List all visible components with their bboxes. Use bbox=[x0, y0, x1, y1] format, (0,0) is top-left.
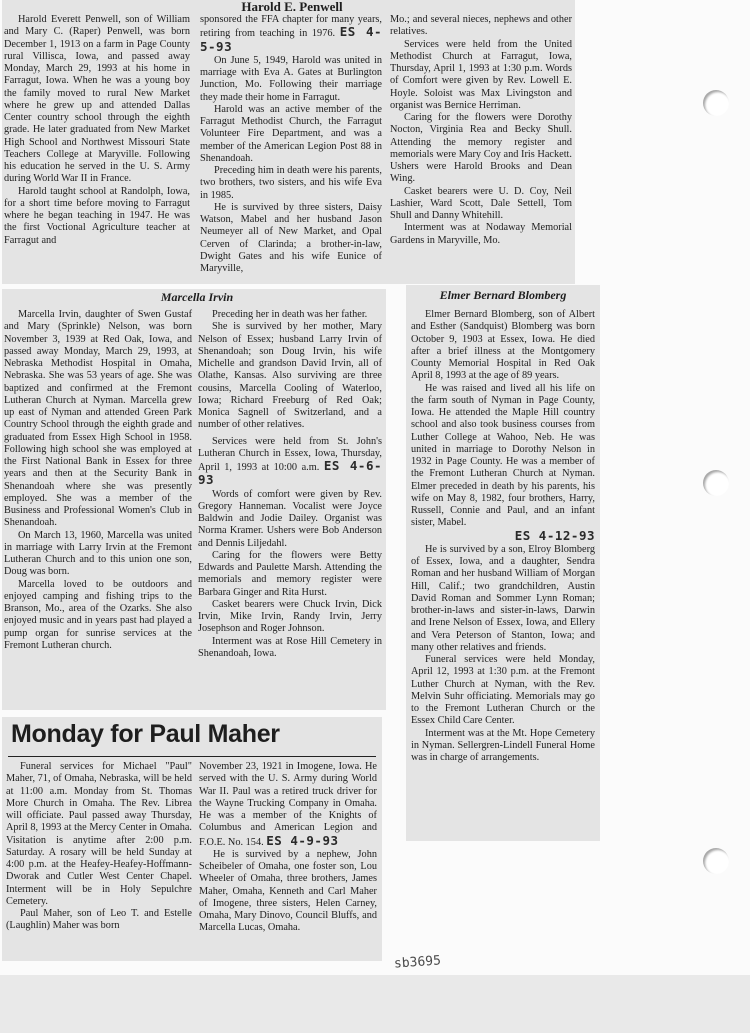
obituary-heading-maher: Monday for Paul Maher bbox=[11, 720, 280, 748]
handwritten-date-stamp: ES 4-12-93 bbox=[514, 527, 595, 543]
punch-hole-top bbox=[703, 90, 729, 116]
paragraph bbox=[199, 761, 377, 849]
handwritten-folder-code: sb3695 bbox=[393, 953, 442, 972]
obituary-heading-penwell: Harold E. Penwell bbox=[241, 0, 343, 14]
penwell-column-3 bbox=[390, 14, 572, 247]
clipping-maher bbox=[2, 717, 382, 961]
paragraph: Interment was at Nodaway Memorial Gardens in Maryville, Mo. bbox=[390, 222, 572, 246]
paragraph bbox=[200, 14, 382, 55]
irvin-column-1 bbox=[4, 309, 192, 652]
paragraph: He is survived by a son, Elroy Blomberg of Essex, Iowa, and a daughter, Sendra Roman and her husband William of Morgan Hill, Calif.; two grandchildren, Austin David Roman and Sommer Lynn Roman; brother-in-laws and sister-in-laws, Darwin and Irene Nelson of Essex, Iowa, and Ellery and Vera Peterson of Stanton, Iowa; and many other relatives and friends. bbox=[411, 543, 595, 653]
paragraph: Preceding him in death were his parents, two brothers, two sisters, and his wife Eva in 1985. bbox=[200, 165, 382, 201]
handwritten-date-stamp: ES 4-5-93 bbox=[200, 24, 382, 54]
paragraph: Services were held from the United Methodist Church at Farragut, Iowa, Thursday, April 1, 1993 at 1:30 p.m. Words of Comfort were given by Rev. Lowell E. Hoyle. Soloist was Max Livingston and organist was Bernice Herriman. bbox=[390, 38, 572, 111]
maher-column-2 bbox=[199, 761, 377, 935]
scanner-bed-edge bbox=[0, 975, 750, 1033]
paragraph: On June 5, 1949, Harold was united in marriage with Eva A. Gates at Burlington Junction, Mo. Following their marriage they made their home in Farragut. bbox=[200, 54, 382, 103]
paragraph: Harold taught school at Randolph, Iowa, for a short time before moving to Farragut where he began teaching in 1947. He was the first Voctional Agriculture teacher at Farragut and bbox=[4, 185, 190, 246]
paragraph: On March 13, 1960, Marcella was united in marriage with Larry Irvin at the Fremont Lutheran Church and to this union one son, Doug was born. bbox=[4, 529, 192, 578]
paragraph: Mo.; and several nieces, nephews and other relatives. bbox=[390, 14, 572, 38]
paragraph bbox=[198, 436, 382, 489]
paragraph-text: November 23, 1921 in Imogene, Iowa. He served with the U. S. Army during World War II. Paul was a retired truck driver for the Wayne Trucking Company in Omaha. He was a member of the Knights of Columbus and American Legion and F.O.E. No. 154. bbox=[199, 761, 377, 848]
irvin-column-2 bbox=[198, 309, 382, 660]
paragraph: Elmer Bernard Blomberg, son of Albert and Esther (Sandquist) Blomberg was born October 9, 1903 at Essex, Iowa. He died after a brief illness at the Montgomery County Memorial Hospital in Red Oak April 8, 1993 at the age of 89 years. bbox=[411, 309, 595, 382]
maher-column-1 bbox=[6, 761, 192, 933]
handwritten-date-stamp: ES 4-9-93 bbox=[266, 832, 339, 848]
punch-hole-bottom bbox=[703, 848, 729, 874]
paragraph: Interment was at Rose Hill Cemetery in Shenandoah, Iowa. bbox=[198, 635, 382, 659]
clipping-irvin bbox=[2, 289, 386, 710]
paragraph: Paul Maher, son of Leo T. and Estelle (Laughlin) Maher was born bbox=[6, 908, 192, 932]
paragraph: Harold was an active member of the Farragut Methodist Church, the Farragut Volunteer Fire Department, and was a member of the American Legion Post 88 in Shenandoah. bbox=[200, 103, 382, 164]
paragraph: He is survived by a nephew, John Scheibeler of Omaha, one foster son, Lou Wheeler of Omaha, three brothers, James Maher, Omaha, Kenneth and Carl Maher of Imogene, three sisters, Helen Carney, Omaha, Mary Dinovo, Council Bluffs, and Marcella Lucas, Omaha. bbox=[199, 848, 377, 934]
heading-rule bbox=[8, 756, 376, 757]
paragraph: He is survived by three sisters, Daisy Watson, Mabel and her husband Jason Neumeyer all of New Market, and Opal Cerven of Clarinda; a brother-in-law, Dwight Gates and his wife Eunice of Maryville, bbox=[200, 201, 382, 274]
paragraph: Harold Everett Penwell, son of William and Mary C. (Raper) Penwell, was born December 1, 1913 on a farm in Page County rural Villisca, Iowa, and passed away Monday, March 29, 1993 at his home in Farragut, Iowa. When he was a young boy the family moved to rural New Market where he grew up and attended Dallas Center country school through the eighth grade. He later graduated from New Market High School and Northwest Missouri State Teachers College at Maryville. Following his education he served in the U. S. Army during World War II in France. bbox=[4, 14, 190, 185]
paragraph bbox=[411, 527, 595, 544]
paragraph: Marcella Irvin, daughter of Swen Gustaf and Mary (Sprinkle) Nelson, was born November 3, 1939 at Red Oak, Iowa, and passed away Monday, March 29, 1993, at Nebraska Methodist Hospital in Omaha, Nebraska. She was 53 years of age. She was baptized and confirmed at the Fremont Lutheran Church at Nyman. Marcella grew up east of Nyman and attended Green Park Country School through the eighth grade and graduated from Essex High School in 1958. Following high school she was employed at the First National Bank in Essex for three years and then at the Security Bank in Shenandoah where she was presently employed. She was a member of the Business and Professional Women's Club in Shenandoah. bbox=[4, 309, 192, 529]
obituary-heading-irvin: Marcella Irvin bbox=[160, 290, 234, 304]
blomberg-column bbox=[411, 309, 595, 764]
paragraph: Interment was at the Mt. Hope Cemetery in Nyman. Sellergren-Lindell Funeral Home was in charge of arrangements. bbox=[411, 727, 595, 763]
paragraph: Preceding her in death was her father. bbox=[212, 309, 368, 320]
paragraph-text: sponsored the FFA chapter for many years, retiring from teaching in 1976. bbox=[200, 14, 382, 40]
penwell-column-2 bbox=[200, 14, 382, 275]
paragraph: Marcella loved to be outdoors and enjoyed camping and fishing trips to the Branson, Mo., area of the Ozarks. She also enjoyed music and in years past had played a pump organ for sunrise services at the Fremont Lutheran church. bbox=[4, 578, 192, 651]
paragraph: Funeral services for Michael "Paul" Maher, 71, of Omaha, Nebraska, will be held at 11:00 a.m. Monday from St. Thomas More Church in Omaha. The Rev. Librea will officiate. Paul passed away Thursday, April 8, 1993 at the Mercy Center in Omaha. Visitation is anytime after 2:00 p.m. Saturday. A rosary will be held Sunday at 4:00 p.m. at the Heafey-Heafey-Hoffmann-Dworak and Cutler West Center Chapel. Interment will be in Holy Sepulchre Cemetery. bbox=[6, 761, 192, 907]
handwritten-date-stamp: ES 4-6-93 bbox=[198, 458, 382, 488]
clipping-blomberg bbox=[406, 285, 600, 841]
paragraph: Caring for the flowers were Betty Edwards and Paulette Marsh. Attending the memorials and memory register were Barbara Ginger and Rita Hurst. bbox=[198, 549, 382, 598]
paragraph: Words of comfort were given by Rev. Gregory Hanneman. Vocalist were Joyce Baldwin and Jodie Dailey. Organist was Norma Kramer. Ushers were Bob Anderson and Dennis Liljedahl. bbox=[198, 488, 382, 549]
obituary-heading-blomberg: Elmer Bernard Blomberg bbox=[439, 288, 567, 302]
paragraph: Casket bearers were Chuck Irvin, Dick Irvin, Mike Irvin, Randy Irvin, Jerry Josephson and Roger Johnson. bbox=[198, 598, 382, 635]
clipping-penwell bbox=[2, 0, 575, 284]
paragraph: Casket bearers were U. D. Coy, Neil Lashier, Ward Scott, Dale Settell, Tom Shull and Danny Whitehill. bbox=[390, 185, 572, 221]
punch-hole-middle bbox=[703, 470, 729, 496]
paragraph: She is survived by her mother, Mary Nelson of Essex; husband Larry Irvin of Shenandoah; son Doug Irvin, his wife Michelle and grandson David Irvin, all of Olathe, Kansas. Also surviving are three cousins, Marcella Cooling of Waterloo, Iowa; Richard Freeburg of Red Oak; Monica Sagnell of Switzerland, and a number of other relatives. bbox=[198, 321, 382, 431]
paragraph: Funeral services were held Monday, April 12, 1993 at 1:30 p.m. at the Fremont Luther Church at Nyman, with the Rev. Melvin Suhr officiating. Memorials may go to the Fremont Lutheran Church or the Essex Child Care Center. bbox=[411, 654, 595, 727]
paragraph: Caring for the flowers were Dorothy Nocton, Virginia Rea and Becky Shull. Attending the memory register and memorials were Mary Coy and Iris Hackett. Ushers were Harold Brooks and Dean Wing. bbox=[390, 112, 572, 185]
paragraph-text: Services were held from St. John's Lutheran Church in Essex, Iowa, Thursday, April 1, 1993 at 10:00 a.m. bbox=[198, 435, 382, 473]
penwell-column-1 bbox=[4, 14, 190, 247]
paragraph: He was raised and lived all his life on the farm south of Nyman in Page County, Iowa. He attended the Maple Hill country school and also took business courses from Luther College at Wahoo, Neb. He was united in marriage to Dorothy Nelson in 1932 in Page County. He was a member of the Fremont Lutheran Church at Nyman. Elmer preceded in death by his parents, his wife on May 8, 1982, four brothers, Harry, Russell, Connie and Paul, and an infant sister, Mabel. bbox=[411, 382, 595, 529]
